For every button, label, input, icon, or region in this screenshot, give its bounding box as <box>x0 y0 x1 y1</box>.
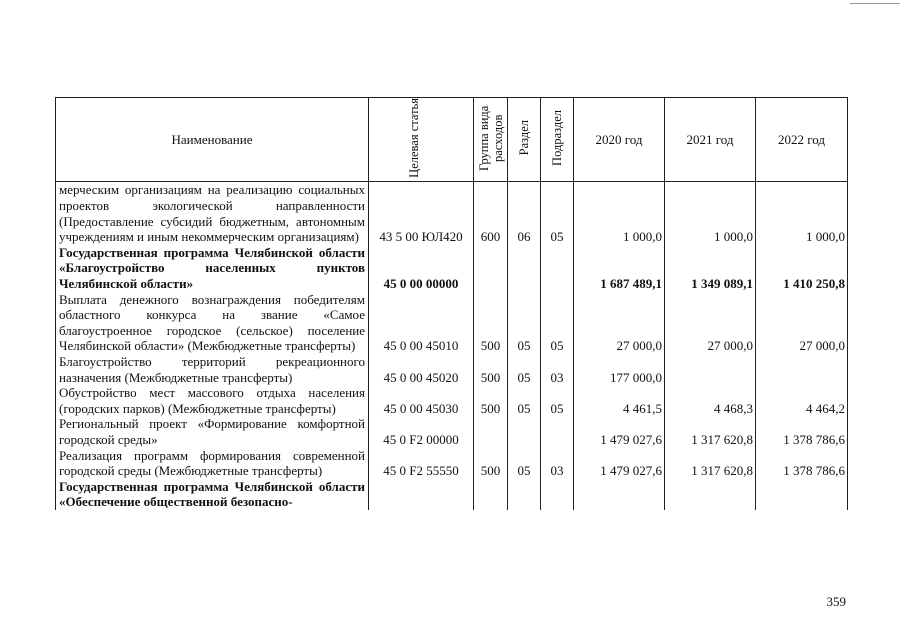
cell-2022: 1 378 786,6 <box>756 448 848 479</box>
cell-2020: 4 461,5 <box>574 385 665 416</box>
cell-2021: 1 317 620,8 <box>665 416 756 447</box>
cell-expense-group: 500 <box>474 354 508 385</box>
table-row <box>56 385 848 416</box>
cell-name: Обустройство мест массового отдыха населения (городских парков) (Межбюджетные трансферты) <box>56 385 369 416</box>
cell-section: 05 <box>508 354 541 385</box>
cell-target: 43 5 00 ЮЛ420 <box>369 182 474 245</box>
cell-2020: 1 000,0 <box>574 182 665 245</box>
cell-name: Благоустройство территорий рекреационного назначения (Межбюджетные трансферты) <box>56 354 369 385</box>
cell-2021: 27 000,0 <box>665 292 756 354</box>
cell-target: 45 0 F2 55550 <box>369 448 474 479</box>
cell-subsection <box>541 245 574 292</box>
cell-section: 05 <box>508 448 541 479</box>
page-number: 359 <box>826 594 846 609</box>
cell-subsection: 05 <box>541 385 574 416</box>
cell-subsection: 05 <box>541 182 574 245</box>
cell-2022: 1 410 250,8 <box>756 245 848 292</box>
cell-2020 <box>574 479 665 510</box>
header-name: Наименование <box>56 98 369 182</box>
cell-2022: 1 000,0 <box>756 182 848 245</box>
cell-name: мерческим организациям на реализацию социальных проектов экологической направленности (Предоставление субсидий бюджетным, автономным учреждениям и иным некоммерческим организациям) <box>56 182 369 245</box>
cell-name: Выплата денежного вознаграждения победителям областного конкурса на звание «Самое благоустроенное городское (сельское) поселение Челябинской области» (Межбюджетные трансферты) <box>56 292 369 354</box>
cell-target: 45 0 00 45010 <box>369 292 474 354</box>
cell-target <box>369 479 474 510</box>
cell-2021: 1 000,0 <box>665 182 756 245</box>
cell-2020: 27 000,0 <box>574 292 665 354</box>
cell-section <box>508 479 541 510</box>
cell-section: 05 <box>508 385 541 416</box>
header-target: Целевая статья <box>369 98 474 182</box>
cell-2022: 27 000,0 <box>756 292 848 354</box>
budget-table <box>55 97 848 510</box>
cell-2020: 1 687 489,1 <box>574 245 665 292</box>
header-expense-group: Группа вида расходов <box>474 98 508 182</box>
cell-target: 45 0 00 45020 <box>369 354 474 385</box>
cell-expense-group: 600 <box>474 182 508 245</box>
cell-2021 <box>665 479 756 510</box>
table-row <box>56 182 848 245</box>
header-subsection: Подраздел <box>541 98 574 182</box>
cell-subsection: 03 <box>541 354 574 385</box>
header-row <box>56 98 848 182</box>
cell-name: Государственная программа Челябинской области «Благоустройство населенных пунктов Челябинской области» <box>56 245 369 292</box>
cell-target: 45 0 F2 00000 <box>369 416 474 447</box>
table-row <box>56 416 848 447</box>
cell-2021: 1 317 620,8 <box>665 448 756 479</box>
cell-subsection: 03 <box>541 448 574 479</box>
cell-expense-group <box>474 416 508 447</box>
cell-expense-group: 500 <box>474 448 508 479</box>
cell-expense-group <box>474 245 508 292</box>
cell-2020: 1 479 027,6 <box>574 416 665 447</box>
cell-section: 05 <box>508 292 541 354</box>
cell-target: 45 0 00 45030 <box>369 385 474 416</box>
cell-2022 <box>756 354 848 385</box>
cell-2022: 4 464,2 <box>756 385 848 416</box>
header-section: Раздел <box>508 98 541 182</box>
header-2021: 2021 год <box>665 98 756 182</box>
header-2020: 2020 год <box>574 98 665 182</box>
cell-subsection <box>541 416 574 447</box>
cell-2022 <box>756 479 848 510</box>
table-row <box>56 448 848 479</box>
cell-section <box>508 416 541 447</box>
cell-name: Реализация программ формирования современной городской среды (Межбюджетные трансферты) <box>56 448 369 479</box>
table-row <box>56 354 848 385</box>
cell-name: Государственная программа Челябинской области «Обеспечение общественной безопасно- <box>56 479 369 510</box>
cell-section: 06 <box>508 182 541 245</box>
cell-target: 45 0 00 00000 <box>369 245 474 292</box>
table-row <box>56 292 848 354</box>
cell-2021: 1 349 089,1 <box>665 245 756 292</box>
header-2022: 2022 год <box>756 98 848 182</box>
cell-expense-group: 500 <box>474 292 508 354</box>
corner-mark <box>850 3 900 4</box>
cell-2021 <box>665 354 756 385</box>
cell-2020: 177 000,0 <box>574 354 665 385</box>
cell-subsection <box>541 479 574 510</box>
cell-expense-group: 500 <box>474 385 508 416</box>
cell-expense-group <box>474 479 508 510</box>
cell-subsection: 05 <box>541 292 574 354</box>
table-row <box>56 245 848 292</box>
cell-2022: 1 378 786,6 <box>756 416 848 447</box>
cell-2020: 1 479 027,6 <box>574 448 665 479</box>
cell-section <box>508 245 541 292</box>
cell-name: Региональный проект «Формирование комфортной городской среды» <box>56 416 369 447</box>
table-row <box>56 479 848 510</box>
cell-2021: 4 468,3 <box>665 385 756 416</box>
